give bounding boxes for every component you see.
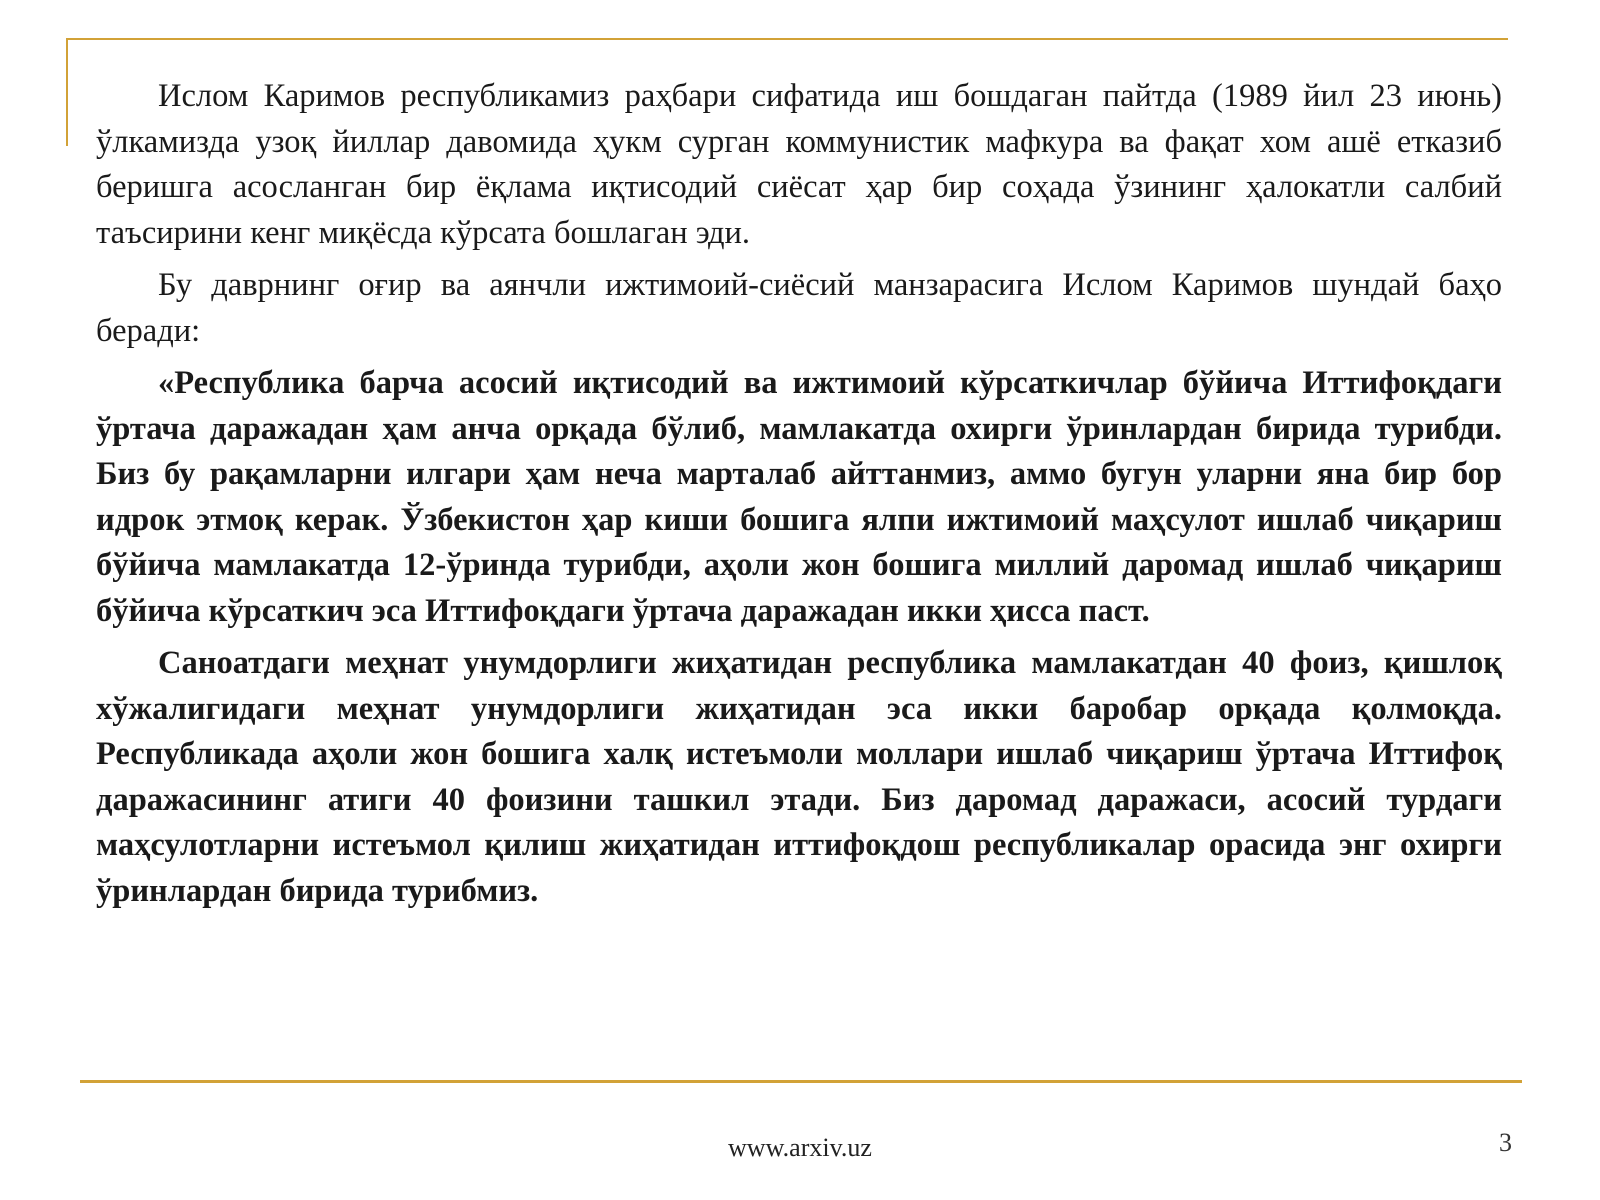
footer-divider-line [80,1080,1522,1083]
paragraph-assessment-lead: Бу даврнинг оғир ва аянчли ижтимоий-сиёсий манзарасига Ислом Каримов шундай баҳо беради: [96,267,1502,349]
page-number: 3 [1499,1128,1512,1157]
left-border-line [66,38,68,146]
top-border-line [66,38,1508,40]
quote-paragraph-productivity: Саноатдаги меҳнат унумдорлиги жиҳатидан республика мамлакатдан 40 фоиз, қишлоқ хўжалигидаги меҳнат унумдорлиги жиҳатидан эса икки баробар орқада қолмоқда. Республикада аҳоли жон бошига халқ истеъмоли моллари ишлаб чиқариш ўртача Иттифоқ даражасининг атиги 40 фоизини ташкил этади. Биз даромад даражаси, асосий турдаги маҳсулотларни истеъмол қилиш жиҳатидан иттифоқдош республикалар орасида энг охирги ўринлардан бирида турибмиз. [96,645,1502,909]
footer-website: www.arxiv.uz [728,1133,872,1162]
paragraph-intro: Ислом Каримов республикамиз раҳбари сифатида иш бошдаган пайтда (1989 йил 23 июнь) ўлкамизда узоқ йиллар давомида ҳукм сурган коммунистик мафкура ва фақат хом ашё етказиб беришга асосланган бир ёқлама иқтисодий сиёсат ҳар бир соҳада ўзининг ҳалокатли салбий таъсирини кенг миқёсда кўрсата бошлаган эди. [96,78,1502,251]
quote-paragraph-economy: «Республика барча асосий иқтисодий ва ижтимоий кўрсаткичлар бўйича Иттифоқдаги ўртача даражадан ҳам анча орқада бўлиб, мамлакатда охирги ўринлардан бирида турибди. Биз бу рақамларни илгари ҳам неча марталаб айттанмиз, аммо бугун уларни яна бир бор идрок этмоқ керак. Ўзбекистон ҳар киши бошига ялпи ижтимоий маҳсулот ишлаб чиқариш бўйича мамлакатда 12-ўринда турибди, аҳоли жон бошига миллий даромад ишлаб чиқариш бўйича кўрсаткич эса Иттифоқдаги ўртача даражадан икки ҳисса паст. [96,365,1502,629]
slide-body [96,74,1502,921]
